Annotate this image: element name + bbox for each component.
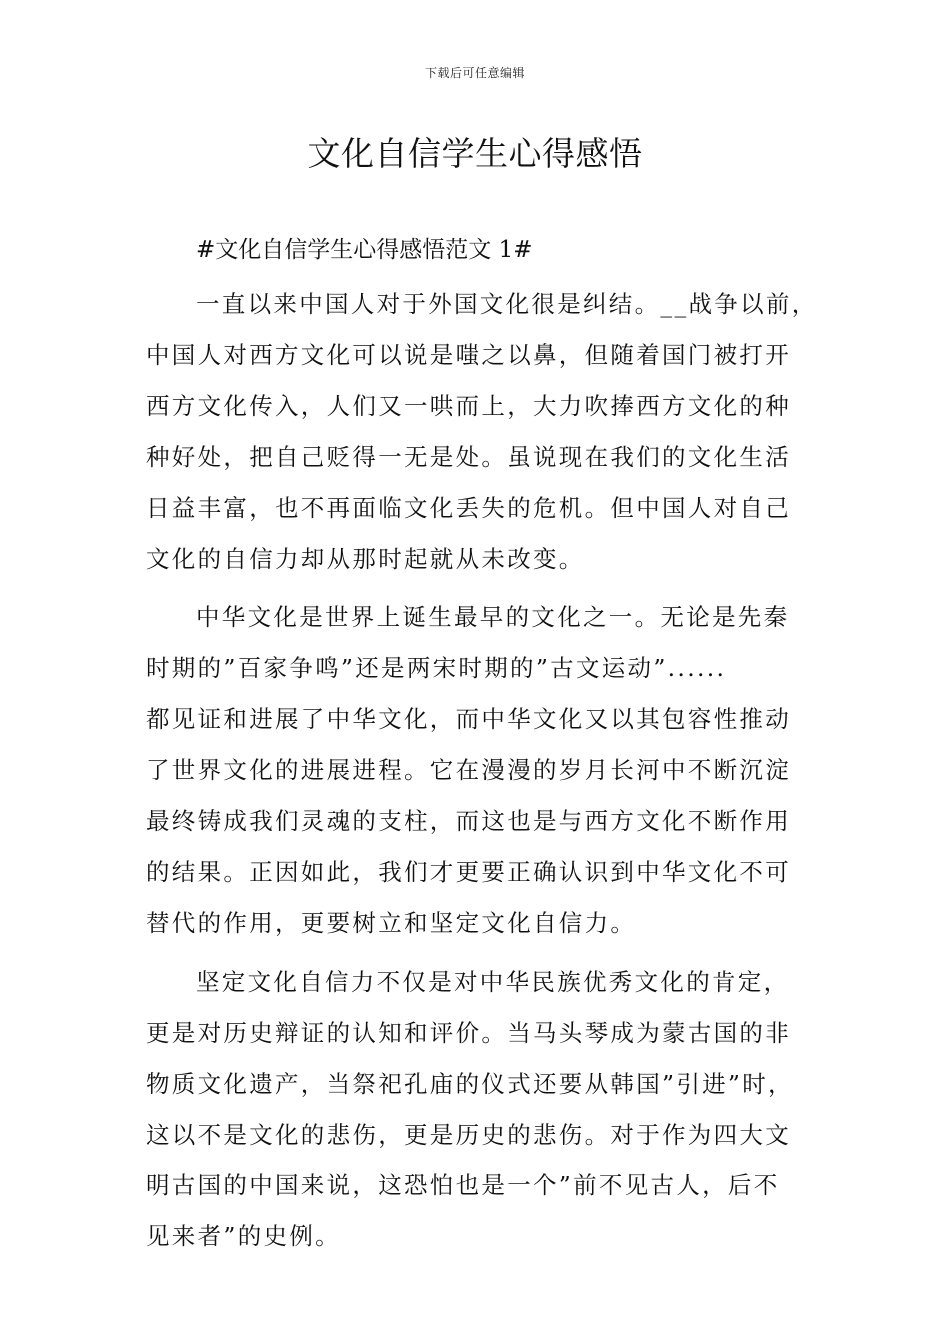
paragraph-line: 了世界文化的进展进程。它在漫漫的岁月长河中不断沉淀	[146, 756, 791, 785]
header-note: 下载后可任意编辑	[424, 66, 525, 80]
paragraph-line: 都见证和进展了中华文化，而中华文化又以其包容性推动	[146, 705, 791, 734]
paragraph	[146, 279, 818, 584]
paragraph-line: 这以不是文化的悲伤，更是历史的悲伤。对于作为四大文	[146, 1120, 791, 1149]
paragraph-line: 一直以来中国人对于外国文化很是纠结。__战争以前，	[196, 290, 818, 318]
paragraph-line: 物质文化遗产，当祭祀孔庙的仪式还要从韩国”引进”时，	[146, 1069, 794, 1098]
paragraph-line: 更是对历史辩证的认知和评价。当马头琴成为蒙古国的非	[146, 1018, 791, 1047]
paragraph-line: 见来者”的史例。	[146, 1222, 341, 1251]
paragraph-line: 明古国的中国来说，这恐怕也是一个”前不见古人，后不	[146, 1171, 780, 1200]
paragraph	[146, 957, 811, 1262]
paragraph-line: 文化的自信力却从那时起就从未改变。	[146, 544, 585, 573]
paragraph-line: 西方文化传入，人们又一哄而上，大力吹捧西方文化的种	[146, 391, 791, 420]
paragraph	[146, 592, 811, 948]
document-body	[146, 229, 818, 1262]
paragraph-line: 坚定文化自信力不仅是对中华民族优秀文化的肯定，	[196, 967, 790, 996]
paragraph-line: 的结果。正因如此，我们才更要正确认识到中华文化不可	[146, 857, 791, 886]
paragraph-line: 中国人对西方文化可以说是嗤之以鼻，但随着国门被打开	[146, 340, 791, 369]
document-title: 文化自信学生心得感悟	[307, 134, 643, 173]
paragraph-line: 时期的”百家争鸣”还是两宋时期的”古文运动”......	[146, 654, 727, 683]
paragraph-line: 种好处，把自己贬得一无是处。虽说现在我们的文化生活	[146, 442, 791, 471]
paragraph-line: 日益丰富，也不再面临文化丢失的危机。但中国人对自己	[146, 493, 791, 522]
paragraph-line: 替代的作用，更要树立和坚定文化自信力。	[146, 908, 637, 937]
section-heading: #文化自信学生心得感悟范文 1#	[196, 237, 533, 263]
paragraph-line: 最终铸成我们灵魂的支柱，而这也是与西方文化不断作用	[146, 807, 791, 836]
paragraph-line: 中华文化是世界上诞生最早的文化之一。无论是先秦	[196, 603, 790, 632]
